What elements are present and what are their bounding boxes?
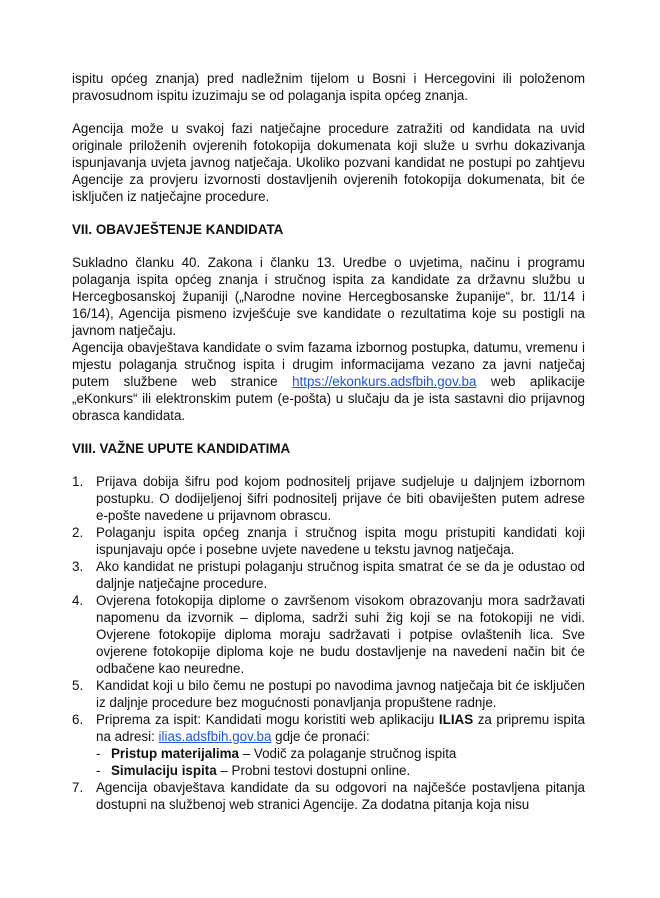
- list-item: [72, 779, 585, 813]
- list-item: [72, 558, 585, 592]
- list-item: [72, 592, 585, 677]
- ekonkurs-link[interactable]: https://ekonkurs.adsfbih.gov.ba: [292, 374, 477, 389]
- list-item-text: Agencija obavještava kandidate da su odgovori na najčešće postavljena pitanja dostupni na službenoj web stranici Agencije. Za dodatna pitanja koja nisu: [96, 780, 585, 812]
- list-item-number: 6.: [72, 712, 84, 727]
- ilias-features-list: [96, 745, 585, 779]
- document-page: [72, 70, 585, 813]
- section-8-heading: VIII. VAŽNE UPUTE KANDIDATIMA: [72, 441, 291, 456]
- list-item-text: Kandidat koji u bilo čemu ne postupi po navodima javnog natječaja bit će isključen iz daljnje procedure bez mogućnosti ponavljanja propuštene radnje.: [96, 678, 585, 710]
- list-item-text: za pripremu ispita na adresi:: [96, 712, 585, 744]
- ilias-link[interactable]: ilias.adsfbih.gov.ba: [158, 729, 272, 744]
- list-item-text: Polaganju ispita općeg znanja i stručnog ispita mogu pristupiti kandidati koji ispunjavaju opće i posebne uvjete navedene u tekstu javnog natječaja.: [96, 525, 585, 557]
- list-item-text: Prijava dobija šifru pod kojom podnositelj prijave sudjeluje u daljnjem izbornom postupku. O dodijeljenoj šifri podnositelj prijave će biti obaviješten putem adrese e-pošte navedene u prijavnom obrascu.: [96, 474, 585, 523]
- sub-list-item: [96, 745, 585, 762]
- dash-bullet: -: [96, 763, 101, 778]
- section-7-heading: VII. OBAVJEŠTENJE KANDIDATA: [72, 222, 284, 237]
- list-item-number: 7.: [72, 780, 84, 795]
- list-item-text: gdje će pronaći:: [271, 729, 370, 744]
- list-item-number: 3.: [72, 559, 84, 574]
- sub-item-title: Simulaciju ispita: [111, 763, 217, 778]
- sub-item-text: – Vodič za polaganje stručnog ispita: [239, 746, 457, 761]
- ilias-label: ILIAS: [438, 712, 474, 727]
- sub-item-title: Pristup materijalima: [111, 746, 240, 761]
- list-item-number: 5.: [72, 678, 84, 693]
- section-7-text-after-link: web aplikacije „eKonkurs“ ili elektronskim putem (e-pošta) u slučaju da je ista sastavni dio prijavnog obrasca kandidata.: [72, 374, 586, 423]
- intro-paragraph-1: ispitu općeg znanja) pred nadležnim tijelom u Bosni i Hercegovini ili položenom pravosudnom ispitu izuzimaju se od polaganja ispita općeg znanja.: [72, 71, 585, 103]
- list-item: [72, 524, 585, 558]
- list-item-text: Ako kandidat ne pristupi polaganju stručnog ispita smatrat će se da je odustao od daljnje natječajne procedure.: [96, 559, 585, 591]
- list-item-number: 4.: [72, 593, 84, 608]
- list-item-text: Ovjerena fotokopija diplome o završenom visokom obrazovanju mora sadržavati napomenu da izvornik – diploma, sadrži suhi žig koji se na fotokopiji ne vidi. Ovjerene fotokopije diploma moraju sadržavati i potpise ovlaštenih lica. Sve ovjerene fotokopije diploma koje ne budu dostavljenje na navedeni način bit će odbačene kao neuredne.: [96, 593, 585, 676]
- intro-paragraph-2: Agencija može u svakoj fazi natječajne procedure zatražiti od kandidata na uvid originale priloženih ovjerenih fotokopija dokumenata koji služe u svrhu dokazivanja ispunjavanja uvjeta javnog natječaja. Ukoliko pozvani kandidat ne postupi po zahtjevu Agencije za provjeru izvornosti dostavljenih ovjerenih fotokopija dokumenata, bit će isključen iz natječajne procedure.: [72, 121, 585, 204]
- section-7-paragraph-1: Sukladno članku 40. Zakona i članku 13. Uredbe o uvjetima, načinu i programu polaganja ispita općeg znanja i stručnog ispita za kandidate za državnu službu u Hercegbosanskoj županiji („Narodne novine Hercegbosanske županije“, br. 11/14 i 16/14), Agencija pismeno izvješćuje sve kandidate o rezultatima koje su postigli na javnom natječaju.: [72, 255, 585, 338]
- sub-list-item: [96, 762, 585, 779]
- list-item: [72, 473, 585, 524]
- section-7-text-before-link: Agencija obavještava kandidate o svim fazama izbornog postupka, datumu, vremenu i mjestu polaganja stručnog ispita i drugim informacijama vezano za javni natječaj putem službene web stranice: [72, 340, 585, 389]
- sub-item-text: – Probni testovi dostupni online.: [216, 763, 411, 778]
- list-item: [72, 677, 585, 711]
- section-7-paragraph-2: [72, 339, 585, 424]
- dash-bullet: -: [96, 746, 101, 761]
- list-item-number: 1.: [72, 474, 84, 489]
- list-item: [72, 711, 585, 779]
- instructions-list: [72, 473, 585, 813]
- list-item-text: Priprema za ispit: Kandidati mogu koristiti web aplikaciju: [96, 712, 439, 727]
- list-item-number: 2.: [72, 525, 84, 540]
